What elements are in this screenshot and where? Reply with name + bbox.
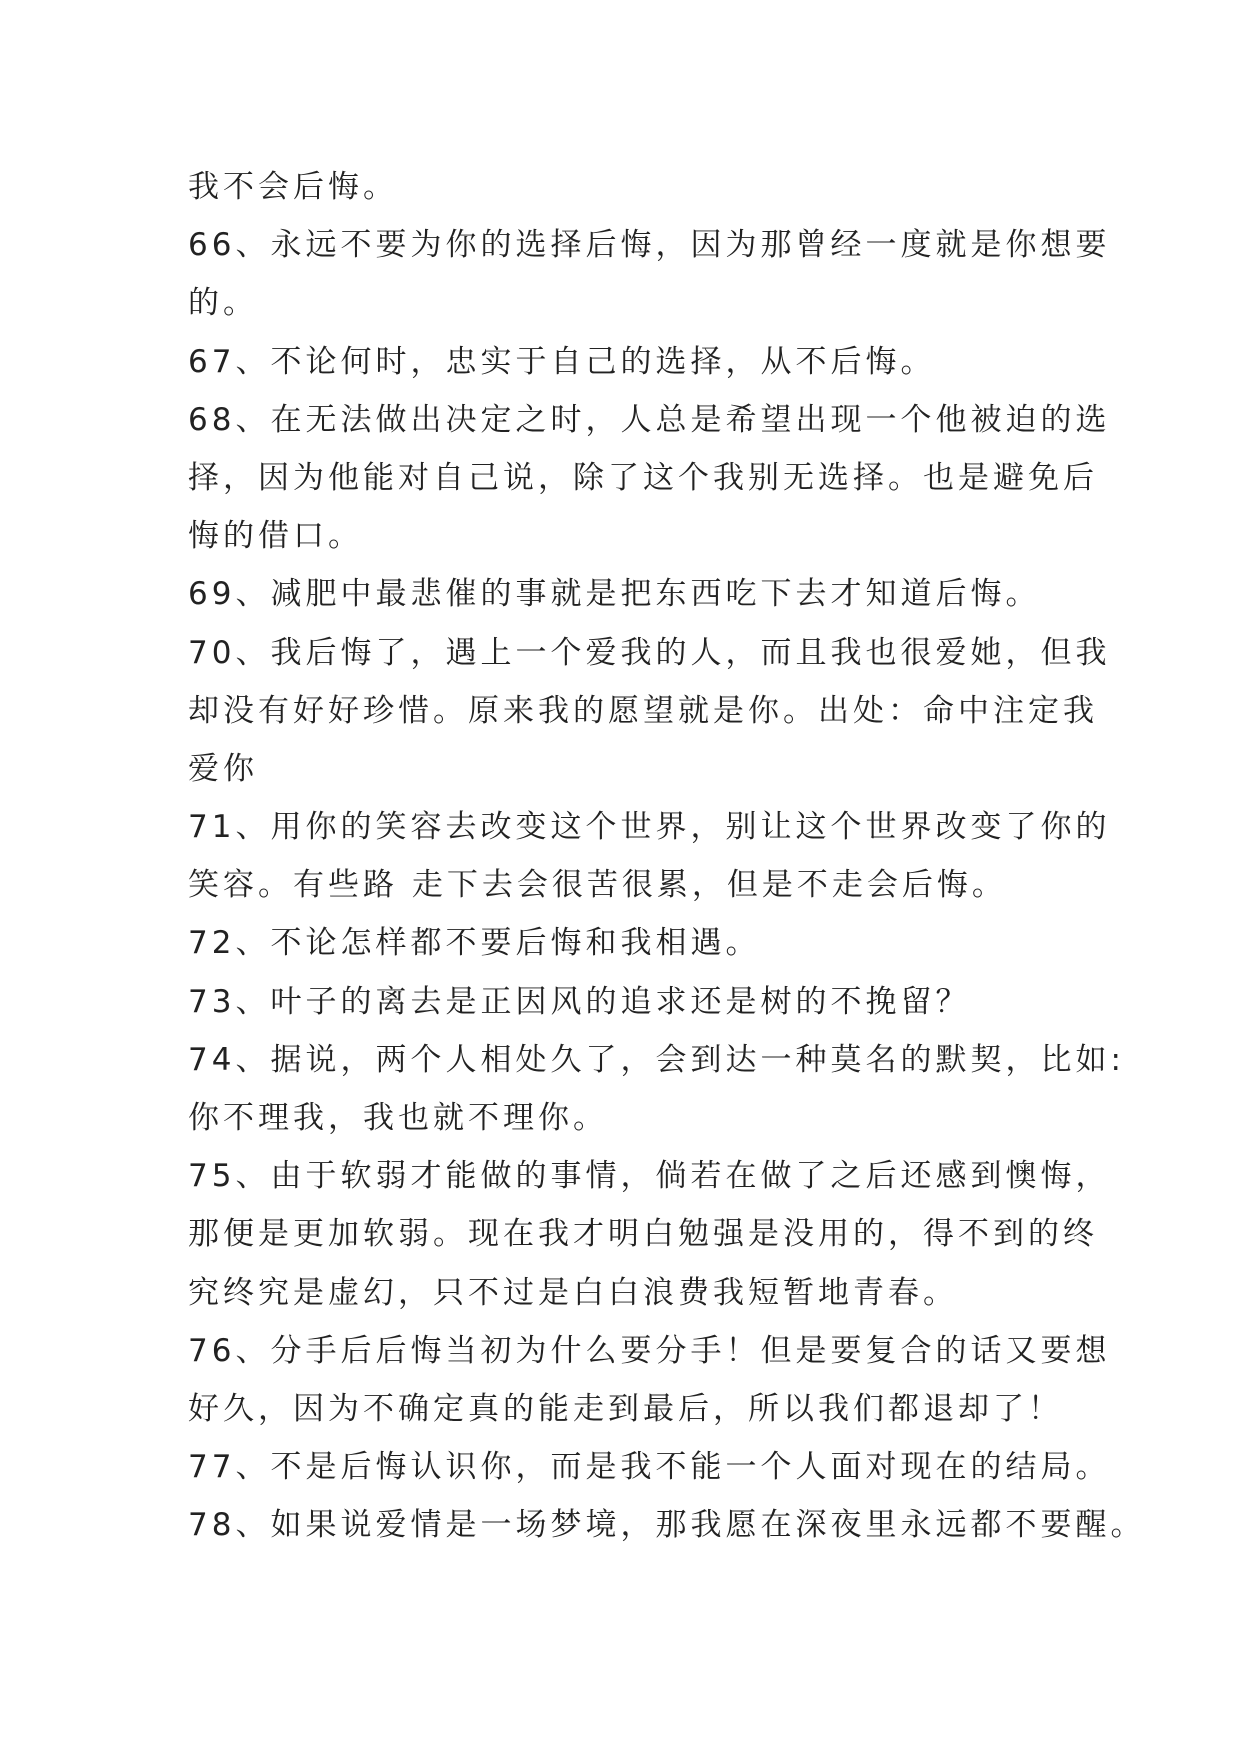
text-line: 66、永远不要为你的选择后悔，因为那曾经一度就是你想要 [188,227,1111,264]
text-line: 你不理我，我也就不理你。 [188,1100,608,1136]
text-line: 笑容。有些路 走下去会很苦很累，但是不走会后悔。 [188,867,1007,904]
text-line: 78、如果说爱情是一场梦境，那我愿在深夜里永远都不要醒。 [188,1507,1146,1544]
text-line: 70、我后悔了，遇上一个爱我的人，而且我也很爱她，但我 [188,634,1111,671]
text-line: 76、分手后后悔当初为什么要分手！但是要复合的话又要想 [188,1332,1111,1369]
text-line: 择，因为他能对自己说，除了这个我别无选择。也是避免后 [188,459,1098,496]
text-line: 爱你 [188,750,258,787]
text-line: 68、在无法做出决定之时，人总是希望出现一个他被迫的选 [188,401,1111,438]
text-line: 那便是更加软弱。现在我才明白勉强是没用的，得不到的终 [188,1216,1098,1253]
text-line: 却没有好好珍惜。原来我的愿望就是你。出处：命中注定我 [188,692,1098,729]
text-line: 的。 [188,285,258,322]
text-line: 我不会后悔。 [188,169,398,205]
text-line: 75、由于软弱才能做的事情，倘若在做了之后还感到懊悔， [188,1158,1111,1195]
text-line: 悔的借口。 [188,518,363,555]
text-line: 67、不论何时，忠实于自己的选择，从不后悔。 [188,343,936,380]
text-line: 71、用你的笑容去改变这个世界，别让这个世界改变了你的 [188,809,1111,846]
text-line: 74、据说，两个人相处久了，会到达一种莫名的默契，比如: [188,1041,1125,1078]
text-line: 好久，因为不确定真的能走到最后，所以我们都退却了！ [188,1390,1063,1427]
text-line: 72、不论怎样都不要后悔和我相遇。 [188,925,761,962]
text-line: 73、叶子的离去是正因风的追求还是树的不挽留？ [188,983,971,1020]
body-text [188,158,1146,1555]
text-line: 究终究是虚幻，只不过是白白浪费我短暂地青春。 [188,1274,958,1311]
text-line: 69、减肥中最悲催的事就是把东西吃下去才知道后悔。 [188,576,1041,613]
text-line: 77、不是后悔认识你，而是我不能一个人面对现在的结局。 [188,1449,1111,1486]
